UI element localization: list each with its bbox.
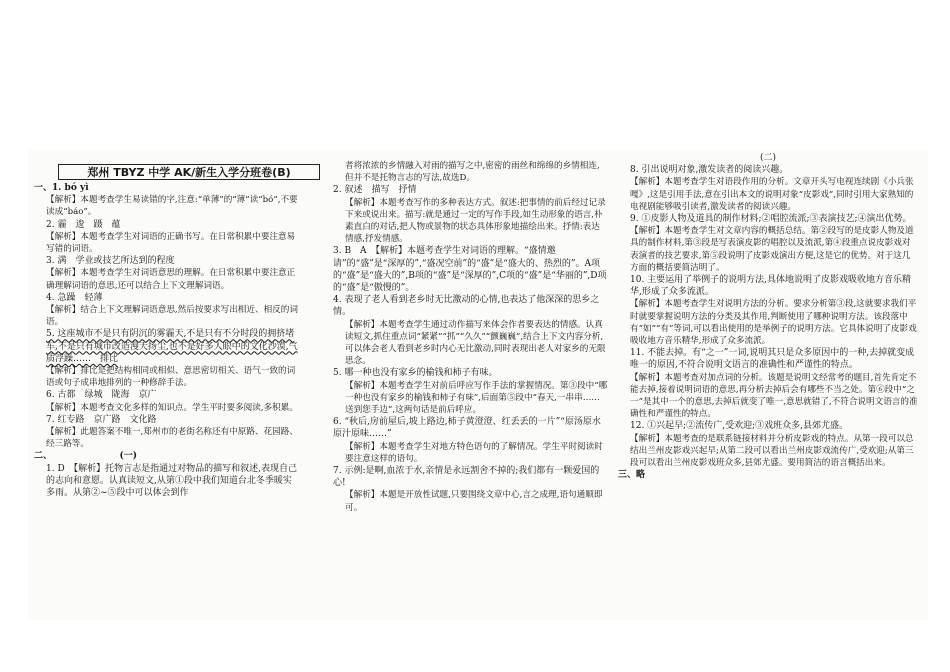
analysis-paragraph: 【解析】本题考查学生对词语的正确书写。在日常积累中要注意易写错的词语。 [46,231,296,255]
answer-line: 11. 不能去掉。有“之一”一词,说明其只是众多原因中的一种,去掉就变成唯一的原因,不符合说明文语言的准确性和严谨性的特点。 [630,348,915,371]
analysis-paragraph: 【解析】本题考查学生对地方特色语句的了解情况。学生平时阅读时要注意这样的语句。 [345,441,603,464]
analysis-paragraph: 【解析】排比是把结构相同或相似、意思密切相关、语气一致的词语或句子成串地排列的一种修辞手法。 [46,366,296,389]
analysis-paragraph: 【解析】本题考查的是联系链接材料并分析皮影戏的特点。从第一段可以总结出兰州皮影戏兴起早;从第二段可以看出兰州皮影戏流传广,受欢迎;从第三段可以看出兰州皮影戏班众多,县郊尤盛。要用简洁的语言概括出来。 [630,433,914,469]
answer-line: 5. 哪一种也没有家乡的榆钱和柿子有味。 [333,368,498,379]
analysis-paragraph: 【解析】本题考查文化多样的知识点。学生平时要多阅读,多积累。 [46,402,298,413]
answer-line: 7. 示例:是啊,血浓于水,亲情是永远割舍不掉的;我们都有一颗爱国的心! [333,466,600,489]
answer-line: 6. 古都 绿城 陇海 京广 [46,390,157,401]
column-right [618,152,918,481]
analysis-paragraph: 【解析】本题考查写作的多种表达方式。叙述:把事情的前后经过记录下来或说出来。描写:就是通过一定的写作手段,如生动形象的语言,朴素直白的对话,把人物或景物的状态具体形象地描绘出来。抒情:表达情感,抒发情感。 [345,197,606,245]
analysis-paragraph: 【解析】本题考查对加点词的分析。该题是说明文经常考的题目,首先肯定不能去掉,接着说明词语的意思,再分析去掉后会有哪些不当之处。第⑥段中“之一”是其中一个的意思,去掉后就变了唯一,意思就错了,不符合说明文语言的准确性和严谨性的特点。 [630,372,918,420]
answer-line: 二、 (一) [34,451,138,462]
column-middle [333,160,608,514]
answer-line: 1. D 【解析】托物言志是指通过对物品的描写和叙述,表现自己的志向和意愿。认真读短文,从第①段中我们知道台北冬季暖实多雨。从第②~⑤段中可以体会到作 [46,463,298,499]
answer-line: 8. 引出说明对象,激发读者的阅读兴趣。 [630,165,789,176]
analysis-paragraph: 者将浓浓的乡情融入对雨的描写之中,密密的雨丝和绵绵的乡情相连,但并不是托物言志的写法,故选D。 [345,161,600,184]
answer-line: 6. “秋后,房前屋后,坡上路边,柿子黄澄澄、红丢丢的一片”“原汤原水原汁原味……” [333,417,601,440]
analysis-paragraph: 【解析】本题考查学生对说明方法的分析。要求分析第③段,这就要求我们平时就要掌握说明方法的分类及其作用,判断使用了哪种说明方法。该段落中有“如”“有”等词,可以看出使用的是举例子的说明方法。它具体说明了皮影戏吸收地方音乐精华,形成了众多流派。 [630,299,917,347]
analysis-paragraph: 【解析】本题考查学生通过动作描写来体会作者要表达的情感。认真读短文,抓住重点词“紧紧”“抓”“久久”“颤巍巍”,结合上下文内容分析,可以体会老人看到老乡时内心无比激动,同时表现出老人对家乡的无限思念。 [345,319,606,367]
answer-line: 4. 表现了老人看到老乡时无比激动的心情,也表达了他深深的思乡之情。 [333,295,600,318]
answer-line: 一、1. bó yì [34,183,89,193]
column-left [34,182,299,499]
analysis-paragraph: 【解析】本题考查学生对词语意思的理解。在日常积累中要注意正确理解词语的意思,还可以结合上下文理解词语。 [46,268,296,291]
answer-line: 2. 叙述 描写 抒情 [333,185,417,196]
answer-line: 12. ①兴起早;②流传广,受欢迎;③戏班众多,县郊尤盛。 [630,421,848,432]
answer-line: 三、略 [618,470,646,481]
answer-line: 4. 急躁 轻薄 [46,292,103,303]
analysis-paragraph: 【解析】本题是开放性试题,只要围绕文章中心,言之成理,语句通顺即可。 [345,490,603,513]
answer-line: 3. B A 【解析】本题考查学生对词语的理解。“盛情邀请”的“盛”是“深厚的”,“盛况空前”的“盛”是“盛大的、热烈的”。A项的“盛”是“盛大的”,B项的“盛”是“深厚的”,C项的“盛”是“华丽的”,D项的“盛”是“傲慢的”。 [333,246,607,294]
answer-line: 9. ①皮影人物及道具的制作材料;②唱腔流派;③表演技艺;④演出优势。 [630,214,912,225]
analysis-paragraph: 【解析】本题考查学生对前后呼应写作手法的掌握情况。第③段中“哪一种也没有家乡的榆钱和柿子有味”,后面第⑤段中“春天,一串串……送到您手边”,这两句话是前后呼应。 [345,380,608,416]
analysis-paragraph: 【解析】本题考查学生对文章内容的概括总结。第②段写的是皮影人物及道具的制作材料,第③段是写表演皮影的唱腔以及流派,第④段重点说皮影戏对表演者的技艺要求,第⑤段说明了皮影戏演出方便,这是它的优势。对于这几方面的概括要简洁明了。 [630,226,914,273]
answer-line: 5. 这座城市不是只有阴沉的雾霾天,不是只有不分时段的拥挤堵车,不是只有城市改造漫天扬尘,也不是好多人眼中的文化沙漠,气质浮躁…… 排比 [46,329,298,364]
analysis-paragraph: 【解析】结合上下文理解词语意思,然后按要求写出相近、相反的词语。 [46,305,298,328]
analysis-paragraph: 【解析】本题考查学生易读错的字,注意:“单薄”的“薄”读“bó”,不要读成“báo”。 [46,195,298,218]
analysis-paragraph: 【解析】本题考查学生对语段作用的分析。文章开头写电视连续剧《小兵张嘎》,这是引用手法,意在引出本文的说明对象“皮影戏”,同时引用大家熟知的电视剧能够吸引读者,激发读者的阅读兴趣。 [630,177,914,212]
answer-line: 7. 红专路 京广路 文化路 [46,414,157,425]
answer-sheet-page [28,150,928,620]
answer-line: (二) [759,153,777,163]
analysis-paragraph: 【解析】此题答案不唯一,郑州市的老街名称还有中原路、花园路、经三路等。 [46,427,298,450]
answer-line: 3. 满 学业或技艺所达到的程度 [46,256,175,267]
answer-line: 10. 主要运用了举例子的说明方法,具体地说明了皮影戏吸收地方音乐精华,形成了众多流派。 [630,275,912,298]
exam-title: 郑州 TBYZ 中学 AK/新生入学分班卷(B) [58,164,320,180]
answer-line: 2. 霾 逡 蹑 蕴 [46,219,121,230]
